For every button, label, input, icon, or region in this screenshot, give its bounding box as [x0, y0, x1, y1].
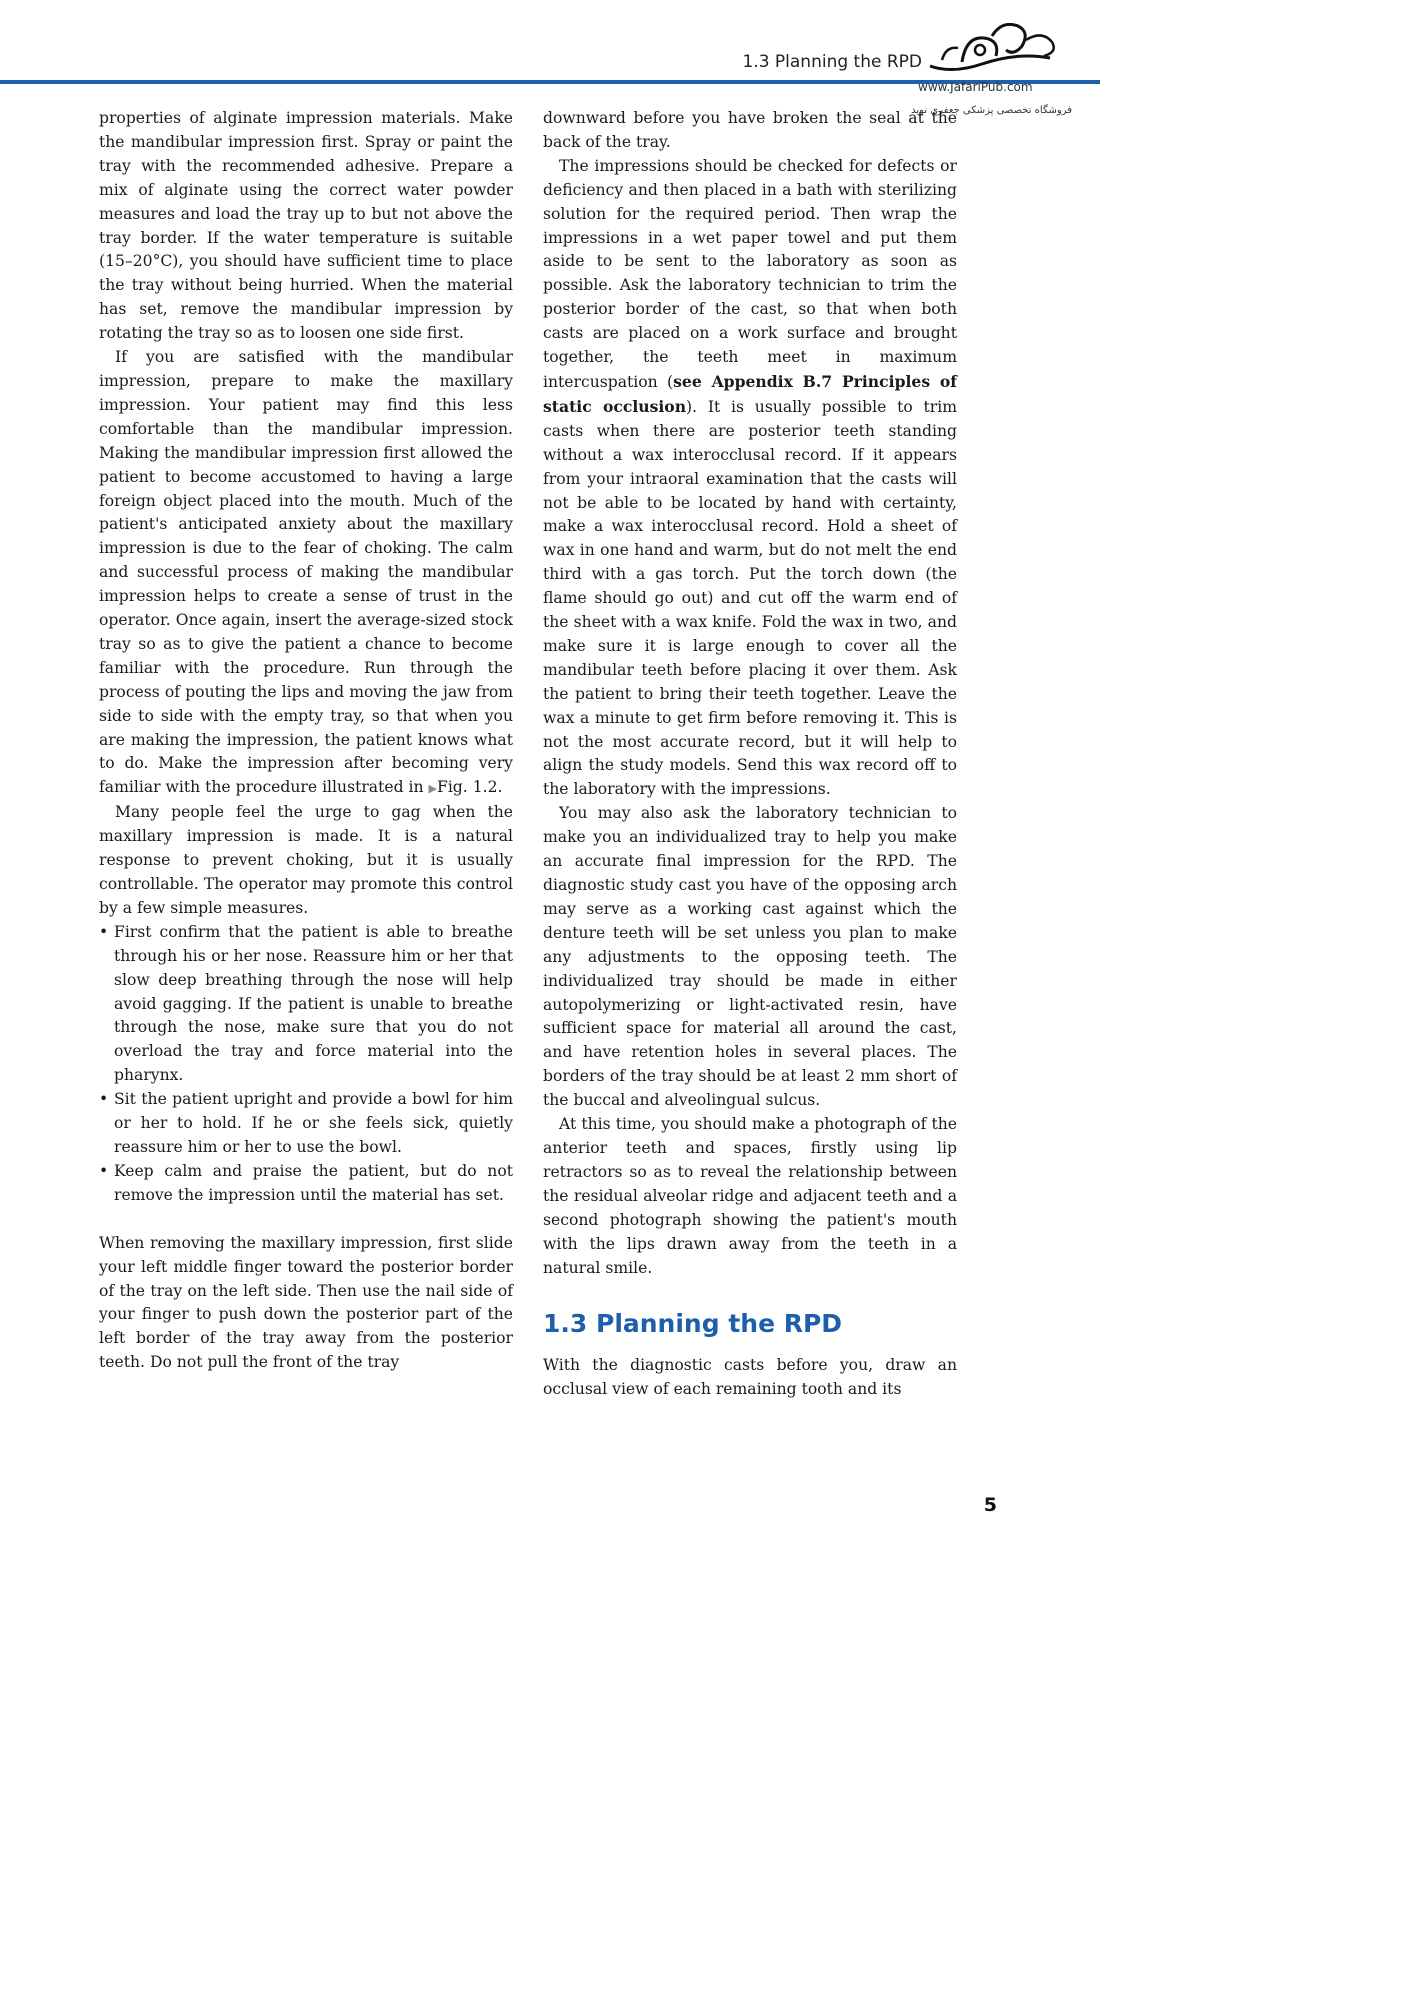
list-item-text: Sit the patient upright and provide a bowl for him or her to hold. If he or she feels sick, quietly reassure him or her to use the bowl.: [114, 1090, 513, 1156]
paragraph: properties of alginate impression materials. Make the mandibular impression first. Spray or paint the tray with the recommended adhesive. Prepare a mix of alginate using the correct water powder measures and load the tray up to but not above the tray border. If the water temperature is suitable (15–20°C), you should have sufficient time to place the tray without being hurried. When the material has set, remove the mandibular impression by rotating the tray so as to loosen one side first.: [99, 109, 513, 343]
section-heading: 1.3 Planning the RPD: [543, 1309, 843, 1339]
bullet-icon: •: [99, 1161, 109, 1180]
watermark-persian-text: فروشگاه تخصصی پزشکی جعفری نوید: [911, 105, 1072, 116]
paragraph: [543, 155, 957, 802]
reference-arrow-icon: ▶: [428, 782, 437, 796]
list-item-text: First confirm that the patient is able to breathe through his or her nose. Reassure him or her that slow deep breathing through the nose will help avoid gagging. If the patient is unable to breathe through the nose, make sure that you do not overload the tray and force material into the pharynx.: [114, 922, 513, 1085]
paragraph: [99, 346, 513, 801]
list-item: [99, 1160, 513, 1208]
paragraph: downward before you have broken the seal at the back of the tray.: [543, 109, 957, 151]
paragraph: You may also ask the laboratory technician to make you an individualized tray to help you make an accurate final impression for the RPD. The diagnostic study cast you have of the opposing arch may serve as a working cast against which the denture teeth will be set unless you plan to make any adjustments to the opposing teeth. The individualized tray should be made in either autopolymerizing or light-activated resin, have sufficient space for material all around the cast, and have retention holes in several places. The borders of the tray should be at least 2 mm short of the buccal and alveolingual sulcus.: [543, 804, 957, 1110]
figure-reference-link[interactable]: Fig. 1.2.: [437, 778, 503, 797]
watermark-url: www.JafariPub.com: [918, 80, 1033, 94]
bullet-icon: •: [99, 1090, 109, 1109]
paragraph: With the diagnostic casts before you, draw an occlusal view of each remaining tooth and its: [543, 1356, 957, 1399]
paragraph: At this time, you should make a photograph of the anterior teeth and spaces, firstly using lip retractors so as to reveal the relationship between the residual alveolar ridge and adjacent teeth and a second photograph showing the patient's mouth with the lips drawn away from the teeth in a natural smile.: [543, 1115, 957, 1277]
paragraph-text: If you are satisfied with the mandibular impression, prepare to make the maxillary impression. Your patient may find this less comfortable than the mandibular impression. Making the mandibular impression first allowed the patient to become accustomed to having a large foreign object placed into the mouth. Much of the patient's anticipated anxiety about the maxillary impression is due to the fear of choking. The calm and successful process of making the mandibular impression helps to create a sense of trust in the operator. Once again, insert the average-sized stock tray so as to give the patient a chance to become familiar with the procedure. Run through the process of pouting the lips and moving the jaw from side to side with the empty tray, so that when you are making the impression, the patient knows what to do. Make the impression after becoming very familiar with the procedure illustrated in: [99, 348, 513, 797]
paragraph-text: The impressions should be checked for defects or deficiency and then placed in a bath with sterilizing solution for the required period. Then wrap the impressions in a wet paper towel and put them aside to be sent to the laboratory as soon as possible. Ask the laboratory technician to trim the posterior border of the cast, so that when both casts are placed on a work surface and brought together, the teeth meet in maximum intercuspation (: [543, 156, 957, 391]
list-item: [99, 921, 513, 1088]
right-column: [543, 107, 957, 1402]
paragraph-text: ). It is usually possible to trim casts when there are posterior teeth standing without a wax interocclusal record. If it appears from your intraoral examination that the casts will not be able to be located by hand with certainty, make a wax interocclusal record. Hold a sheet of wax in one hand and warm, but do not melt the end third with a gas torch. Put the torch down (the flame should go out) and cut off the warm end of the sheet with a wax knife. Fold the wax in two, and make sure it is large enough to cover all the mandibular teeth before placing it over them. Ask the patient to bring their teeth together. Leave the wax a minute to get firm before removing it. This is not the most accurate record, but it will help to align the study models. Send this wax record off to the laboratory with the impressions.: [543, 397, 957, 799]
paragraph: Many people feel the urge to gag when the maxillary impression is made. It is a natural response to prevent choking, but it is usually controllable. The operator may promote this control by a few simple measures.: [99, 803, 513, 917]
page-number: 5: [983, 1494, 997, 1516]
bullet-list: [99, 921, 513, 1208]
running-header-title: 1.3 Planning the RPD: [742, 52, 922, 72]
list-item: [99, 1088, 513, 1160]
paragraph: When removing the maxillary impression, first slide your left middle finger toward the posterior border of the tray on the left side. Then use the nail side of your finger to push down the posterior part of the left border of the tray away from the posterior teeth. Do not pull the front of the tray: [99, 1233, 513, 1372]
list-item-text: Keep calm and praise the patient, but do not remove the impression until the material has set.: [114, 1161, 513, 1204]
left-column: [99, 107, 513, 1375]
appendix-reference-link[interactable]: see Appendix B.7 Principles of static occlusion: [543, 371, 958, 416]
bullet-icon: •: [99, 922, 109, 941]
publisher-logo-icon: [922, 16, 1062, 78]
